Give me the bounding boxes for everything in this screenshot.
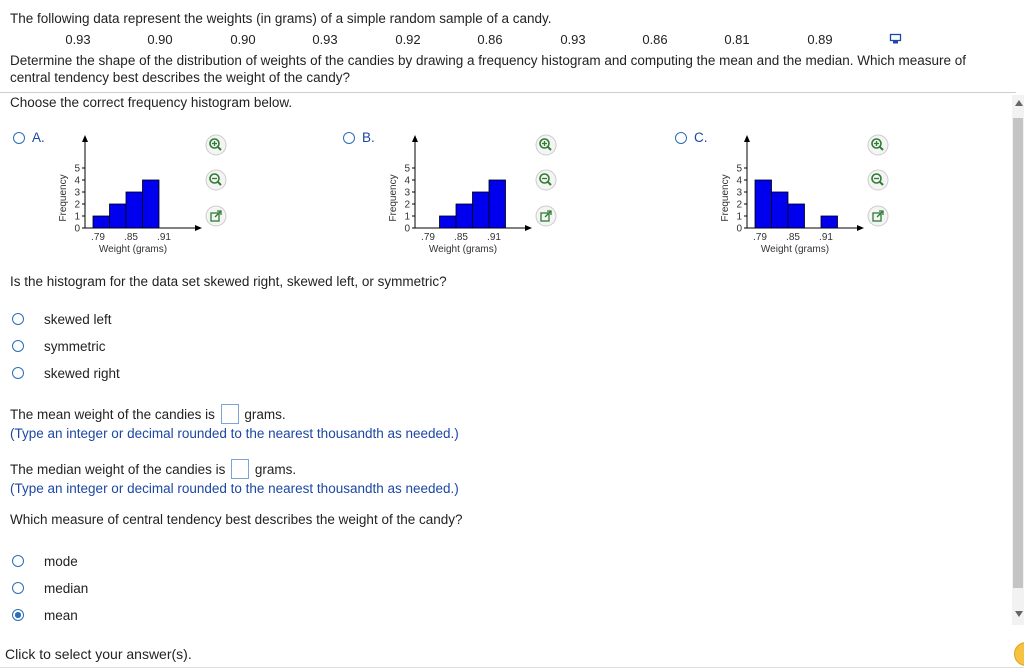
data-value: 0.86 xyxy=(642,32,668,47)
option-label: B. xyxy=(362,130,375,145)
radio-button[interactable] xyxy=(12,367,24,379)
y-axis-arrow xyxy=(82,135,88,142)
option-label: A. xyxy=(32,130,45,145)
histogram-bar xyxy=(110,204,127,228)
radio-button-selected[interactable] xyxy=(12,609,24,621)
radio-button[interactable] xyxy=(12,313,24,325)
histogram-bar xyxy=(126,192,143,228)
open-new-window-icon[interactable] xyxy=(536,206,556,226)
radio-button[interactable] xyxy=(12,555,24,567)
y-axis-label: Frequency xyxy=(58,174,69,222)
y-tick-label: 2 xyxy=(74,199,80,211)
option-label: skewed right xyxy=(44,366,120,381)
instruction-line2: central tendency best describes the weight of the candy? xyxy=(10,70,350,85)
zoom-in-icon[interactable] xyxy=(868,135,888,155)
data-value: 0.89 xyxy=(807,32,833,47)
histogram-bar xyxy=(489,180,506,228)
median-input[interactable] xyxy=(231,459,249,479)
histogram-chart xyxy=(672,128,992,268)
option-label: mode xyxy=(44,554,78,569)
x-axis-label: Weight (grams) xyxy=(98,244,168,255)
histogram-option-a[interactable] xyxy=(10,128,330,268)
y-tick-label: 1 xyxy=(736,211,742,223)
zoom-out-icon[interactable] xyxy=(868,170,888,190)
option-label: C. xyxy=(694,130,708,145)
data-value: 0.92 xyxy=(395,32,421,47)
histogram-bar xyxy=(143,180,160,228)
x-tick-label: .79 xyxy=(753,232,767,243)
histogram-bar xyxy=(755,180,772,228)
zoom-out-icon[interactable] xyxy=(206,170,226,190)
mean-question xyxy=(10,404,286,424)
y-tick-label: 1 xyxy=(404,211,410,223)
histogram-bar xyxy=(473,192,490,228)
data-value: 0.86 xyxy=(477,32,503,47)
x-axis-label: Weight (grams) xyxy=(760,244,830,255)
data-value: 0.93 xyxy=(65,32,91,47)
option-label: skewed left xyxy=(44,312,112,327)
central-prompt: Which measure of central tendency best describes the weight of the candy? xyxy=(10,512,463,527)
y-tick-label: 1 xyxy=(74,211,80,223)
data-value: 0.81 xyxy=(724,32,750,47)
open-new-window-icon[interactable] xyxy=(868,206,888,226)
x-tick-label: .85 xyxy=(124,232,138,243)
y-tick-label: 4 xyxy=(74,175,80,187)
histogram-bar xyxy=(772,192,789,228)
y-tick-label: 2 xyxy=(736,199,742,211)
zoom-in-icon[interactable] xyxy=(206,135,226,155)
x-tick-label: .91 xyxy=(157,232,171,243)
x-axis-arrow xyxy=(195,225,202,231)
skew-prompt: Is the histogram for the data set skewed right, skewed left, or symmetric? xyxy=(10,274,447,289)
mean-unit: grams. xyxy=(244,407,286,422)
footer-divider xyxy=(0,667,1024,668)
option-label: symmetric xyxy=(44,339,106,354)
histogram-chart xyxy=(340,128,660,268)
median-hint: (Type an integer or decimal rounded to the nearest thousandth as needed.) xyxy=(10,481,459,496)
y-tick-label: 5 xyxy=(74,163,80,175)
x-axis-arrow xyxy=(857,225,864,231)
instruction-line1: Determine the shape of the distribution of weights of the candies by drawing a frequency histogram and computing the mean and the median. Which measure of xyxy=(10,53,967,68)
radio-button[interactable] xyxy=(12,582,24,594)
histogram-chart xyxy=(10,128,330,268)
histogram-bar xyxy=(93,216,110,228)
y-tick-label: 3 xyxy=(74,187,80,199)
data-value: 0.90 xyxy=(147,32,173,47)
histogram-bar xyxy=(456,204,473,228)
x-axis-arrow xyxy=(525,225,532,231)
option-label: median xyxy=(44,581,89,596)
y-tick-label: 5 xyxy=(736,163,742,175)
data-value: 0.93 xyxy=(312,32,338,47)
scrollbar-thumb[interactable] xyxy=(1013,118,1023,588)
copy-data-icon[interactable] xyxy=(889,33,903,45)
median-unit: grams. xyxy=(254,462,297,477)
y-axis-label: Frequency xyxy=(388,174,399,222)
histogram-option-c[interactable] xyxy=(672,128,1002,268)
median-question xyxy=(10,459,296,479)
divider xyxy=(0,92,1016,93)
y-tick-label: 0 xyxy=(736,223,742,235)
data-value: 0.93 xyxy=(560,32,586,47)
y-tick-label: 4 xyxy=(736,175,742,187)
open-new-window-icon[interactable] xyxy=(206,206,226,226)
y-axis-label: Frequency xyxy=(720,174,731,222)
option-label: mean xyxy=(44,608,78,623)
mean-text: The mean weight of the candies is xyxy=(10,407,215,422)
scroll-up-icon[interactable] xyxy=(1014,99,1024,107)
question-intro: The following data represent the weights (in grams) of a simple random sample of a candy. xyxy=(10,11,552,26)
scroll-down-icon[interactable] xyxy=(1014,610,1024,618)
footer-text: Click to select your answer(s). xyxy=(5,646,192,662)
y-tick-label: 5 xyxy=(404,163,410,175)
histogram-bar xyxy=(821,216,838,228)
y-tick-label: 4 xyxy=(404,175,410,187)
x-tick-label: .85 xyxy=(454,232,468,243)
x-tick-label: .91 xyxy=(819,232,833,243)
y-tick-label: 0 xyxy=(404,223,410,235)
zoom-in-icon[interactable] xyxy=(536,135,556,155)
histogram-bar xyxy=(788,204,805,228)
median-text: The median weight of the candies is xyxy=(10,462,226,477)
data-value: 0.90 xyxy=(230,32,256,47)
x-axis-label: Weight (grams) xyxy=(428,244,498,255)
y-tick-label: 3 xyxy=(404,187,410,199)
y-axis-arrow xyxy=(412,135,418,142)
y-axis-arrow xyxy=(744,135,750,142)
y-tick-label: 2 xyxy=(404,199,410,211)
x-tick-label: .79 xyxy=(421,232,435,243)
zoom-out-icon[interactable] xyxy=(536,170,556,190)
histogram-bar xyxy=(440,216,457,228)
histogram-prompt: Choose the correct frequency histogram below. xyxy=(10,95,293,110)
mean-hint: (Type an integer or decimal rounded to the nearest thousandth as needed.) xyxy=(10,426,459,441)
x-tick-label: .85 xyxy=(786,232,800,243)
y-tick-label: 0 xyxy=(74,223,80,235)
help-icon[interactable] xyxy=(1014,642,1024,666)
x-tick-label: .79 xyxy=(91,232,105,243)
x-tick-label: .91 xyxy=(487,232,501,243)
radio-button[interactable] xyxy=(12,340,24,352)
y-tick-label: 3 xyxy=(736,187,742,199)
mean-input[interactable] xyxy=(221,404,239,424)
histogram-option-b[interactable] xyxy=(340,128,660,268)
